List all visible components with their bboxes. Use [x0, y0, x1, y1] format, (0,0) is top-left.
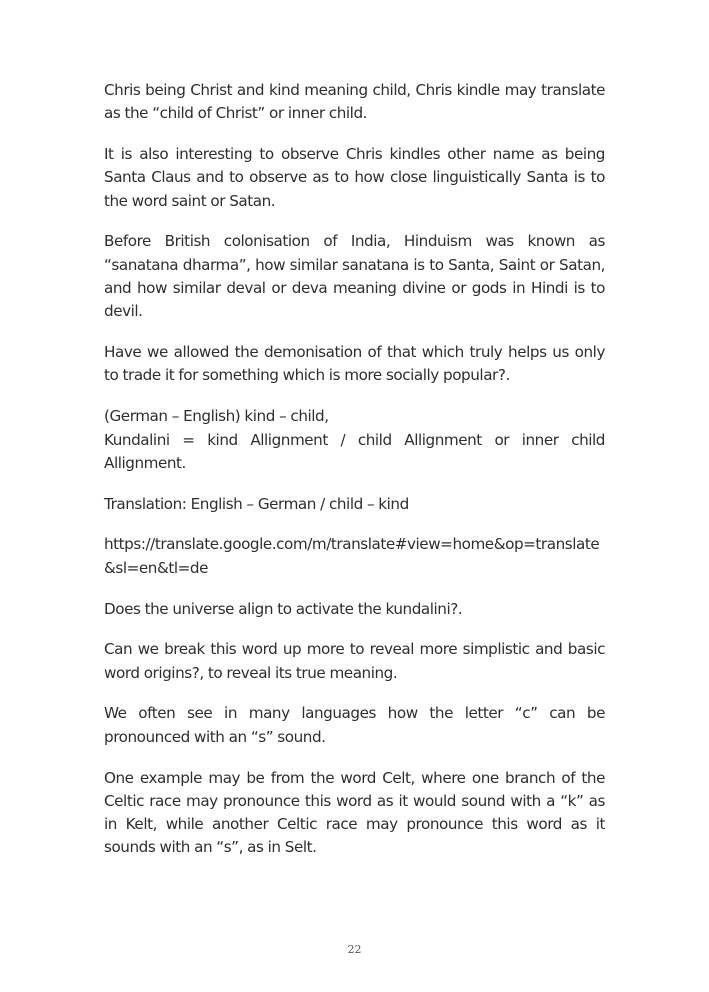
page-number: 22 — [347, 943, 362, 956]
paragraph-letter-c: We often see in many languages how the letter “c” can be pronounced with an “s” sound. — [104, 704, 605, 746]
german-english-line: (German – English) kind – child, — [104, 407, 329, 426]
translate-url-line-2: &sl=en&tl=de — [104, 558, 208, 577]
paragraph-celt-example: One example may be from the word Celt, where one branch of the Celtic race may pronounce this word as it would sound with a “k” as in Kelt, while another Celtic race may pronounce this word as it sounds with an “s”, as in Selt. — [104, 768, 605, 857]
paragraph-chris-kindle: Chris being Christ and kind meaning child, Chris kindle may translate as the “child of Christ” or inner child. — [104, 81, 605, 123]
translate-url-line-1: https://translate.google.com/m/translate#view=home&op=translate — [104, 535, 600, 554]
translate-url[interactable] — [104, 533, 605, 580]
page-body — [104, 79, 605, 877]
paragraph-sanatana-dharma: Before British colonisation of India, Hinduism was known as “sanatana dharma”, how similar sanatana is to Santa, Saint or Satan, and how similar deval or deva meaning divine or gods in Hindi is to devil. — [104, 232, 605, 321]
paragraph-demonisation: Have we allowed the demonisation of that which truly helps us only to trade it for something which is more socially popular?. — [104, 343, 605, 385]
paragraph-word-origins: Can we break this word up more to reveal more simplistic and basic word origins?, to reveal its true meaning. — [104, 640, 605, 682]
paragraph-universe-align: Does the universe align to activate the kundalini?. — [104, 599, 463, 618]
paragraph-santa-claus: It is also interesting to observe Chris kindles other name as being Santa Claus and to observe as to how close linguistically Santa is to the word saint or Satan. — [104, 145, 605, 210]
kundalini-line: Kundalini = kind Allignment / child Allignment or inner child Allignment. — [104, 430, 605, 472]
paragraph-german-english — [104, 405, 605, 475]
paragraph-translation: Translation: English – German / child – kind — [104, 494, 409, 513]
